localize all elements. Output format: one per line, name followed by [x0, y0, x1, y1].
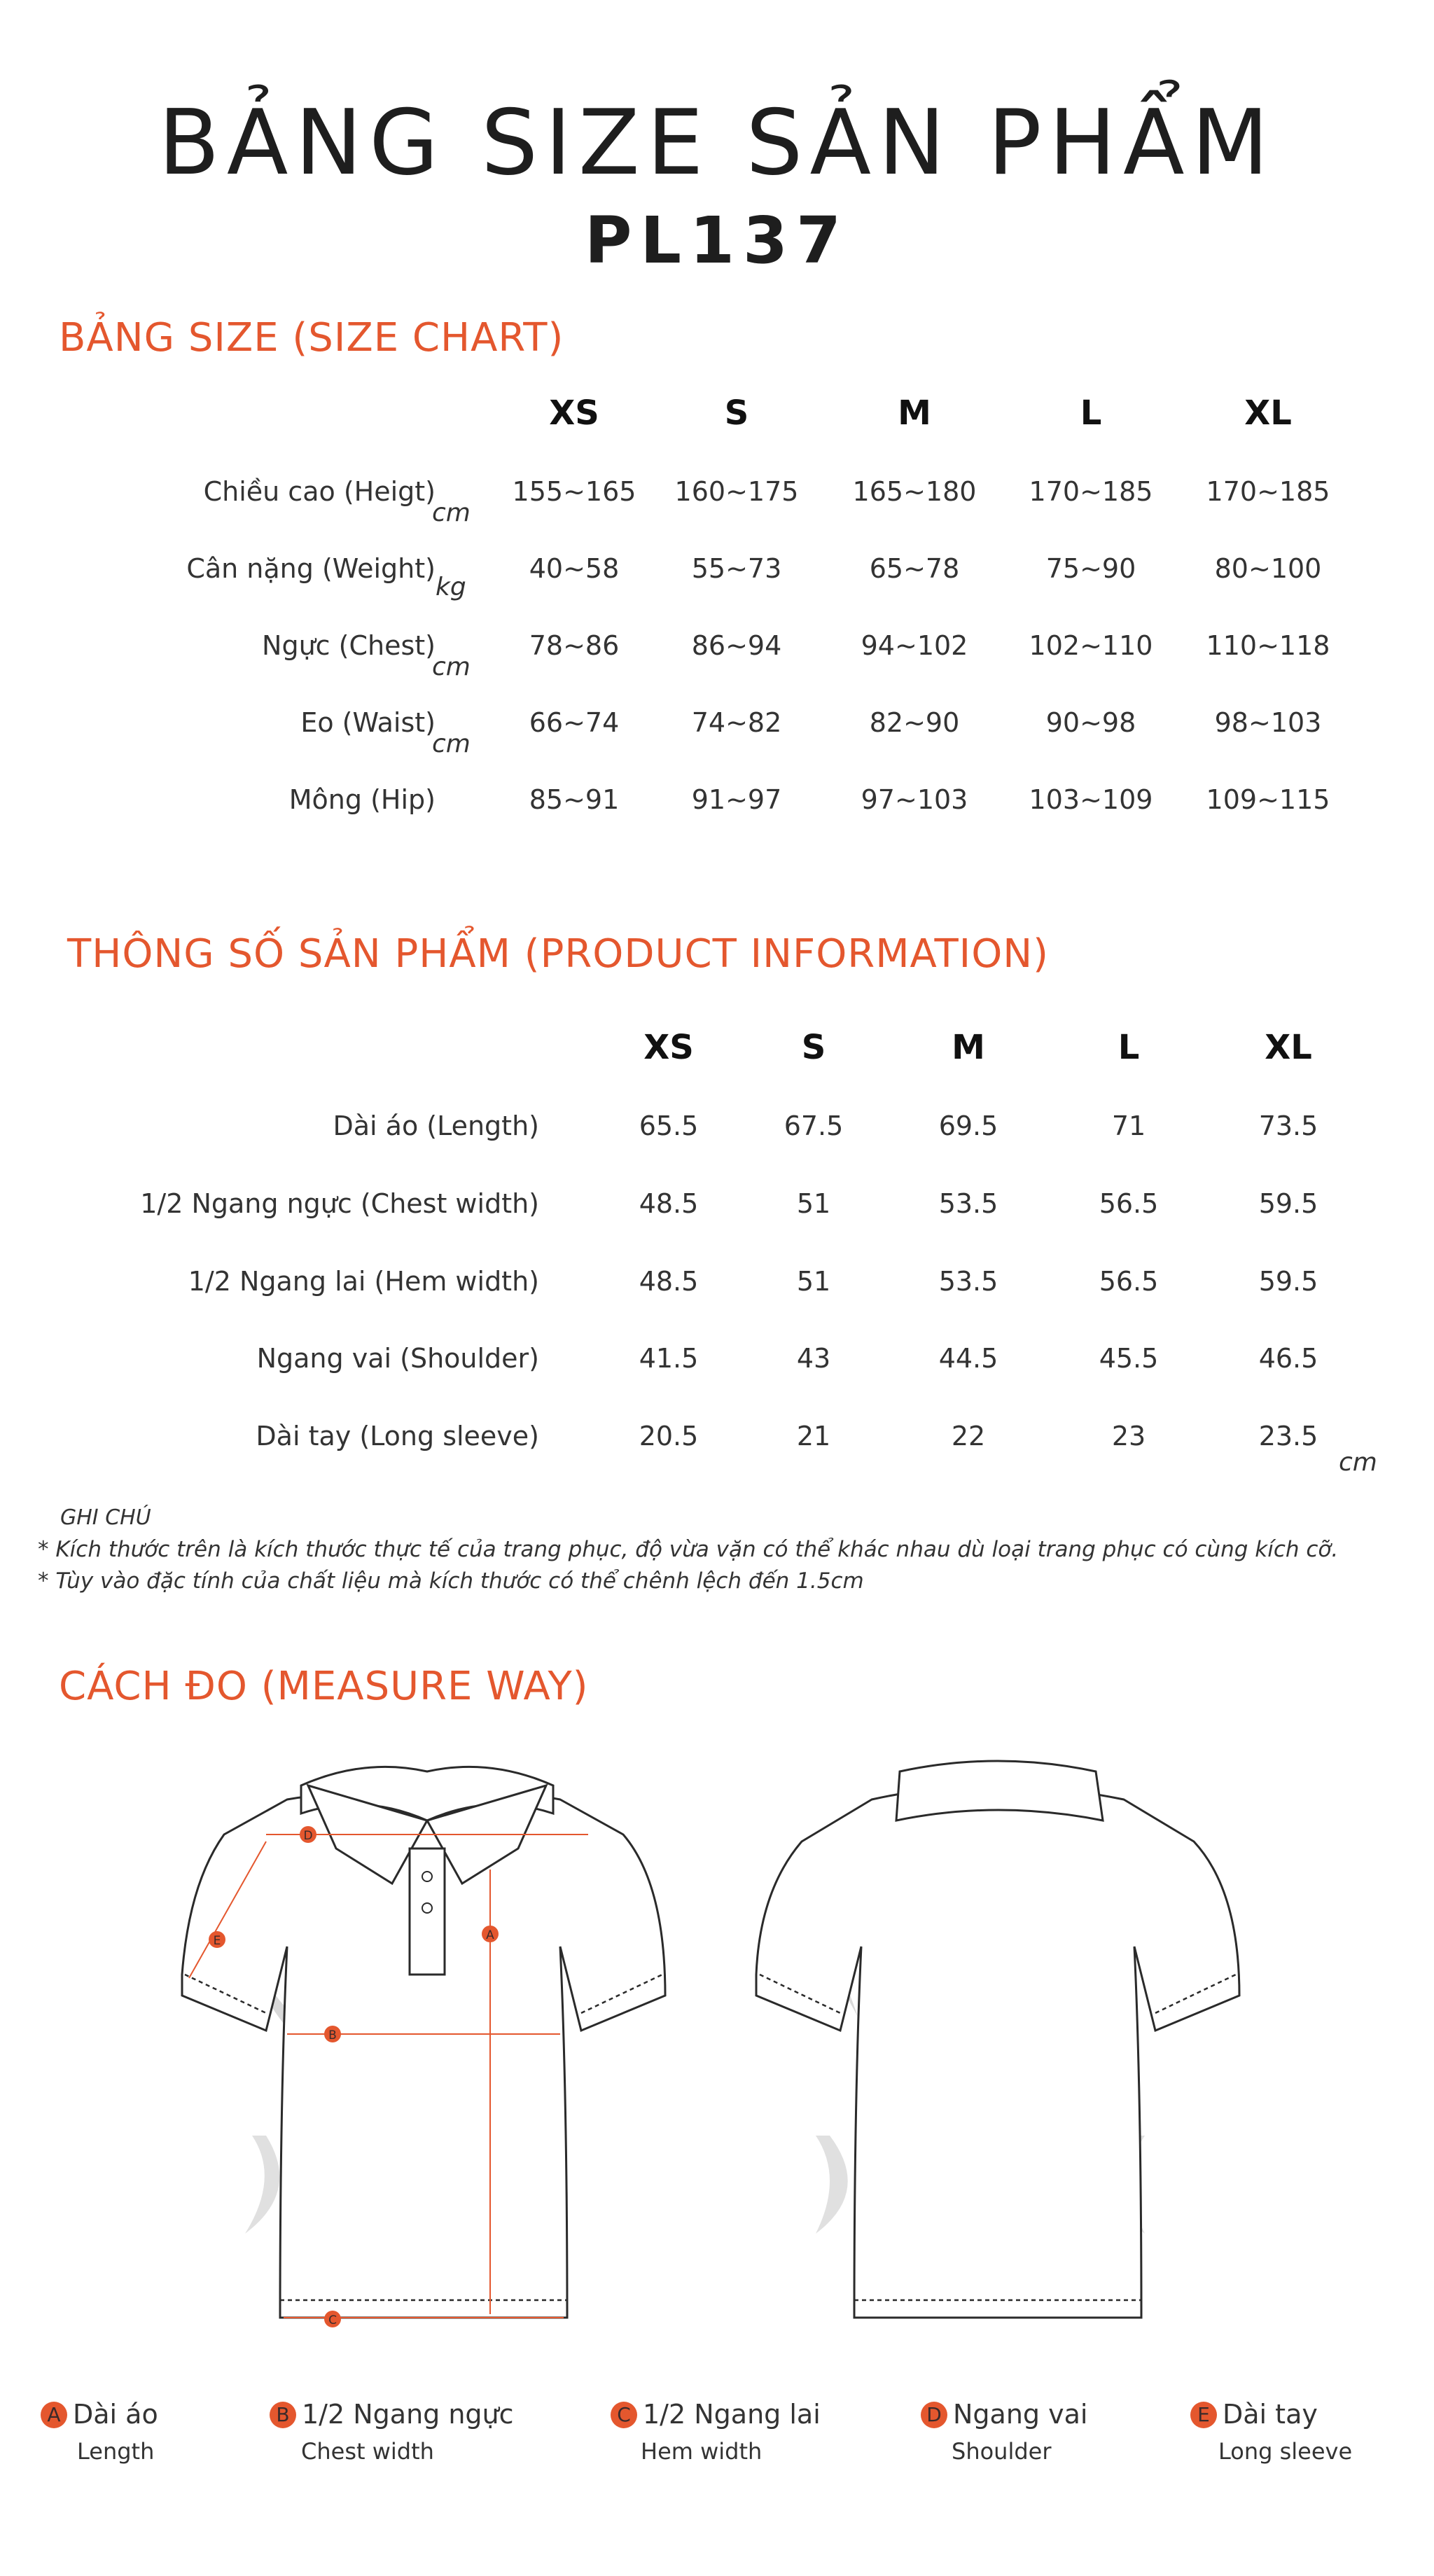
legend-title: Dài tay — [1223, 2399, 1318, 2430]
product-cell: 22 — [951, 1421, 986, 1451]
size-cell: 74~82 — [691, 707, 782, 738]
size-row-unit: cm — [432, 499, 471, 527]
size-cell: 86~94 — [691, 630, 782, 661]
product-head-m: M — [952, 1028, 985, 1067]
product-cell: 41.5 — [639, 1343, 699, 1374]
product-row-label: 1/2 Ngang ngực (Chest width) — [140, 1188, 539, 1219]
size-cell: 155~165 — [512, 476, 636, 507]
size-cell: 170~185 — [1029, 476, 1153, 507]
size-cell: 82~90 — [869, 707, 960, 738]
product-cell: 51 — [796, 1266, 831, 1297]
size-cell: 78~86 — [529, 630, 620, 661]
size-cell: 109~115 — [1206, 784, 1330, 815]
product-head-xl: XL — [1265, 1028, 1312, 1067]
legend-title: 1/2 Ngang lai — [643, 2399, 821, 2430]
size-cell: 110~118 — [1206, 630, 1330, 661]
back-shirt-illustration — [725, 1743, 1285, 2346]
size-row-label: Chiều cao (Heigt) — [203, 476, 436, 507]
legend-subtitle: Chest width — [301, 2438, 434, 2465]
product-cell: 69.5 — [938, 1111, 998, 1141]
product-cell: 23.5 — [1258, 1421, 1318, 1451]
size-chart-head-xs: XS — [549, 394, 599, 433]
legend-title: Dài áo — [73, 2399, 158, 2430]
marker-c-label: C — [328, 2313, 337, 2327]
legend-d-icon: D — [921, 2402, 947, 2428]
size-cell: 98~103 — [1214, 707, 1322, 738]
size-cell: 102~110 — [1029, 630, 1153, 661]
size-cell: 103~109 — [1029, 784, 1153, 815]
legend-subtitle: Length — [77, 2438, 155, 2465]
product-cell: 59.5 — [1258, 1188, 1318, 1219]
size-cell: 90~98 — [1045, 707, 1136, 738]
product-cell: 51 — [796, 1188, 831, 1219]
size-cell: 91~97 — [691, 784, 782, 815]
page-title: BẢNG SIZE SẢN PHẨM — [158, 91, 1276, 195]
product-cell: 53.5 — [938, 1188, 998, 1219]
placket — [410, 1849, 445, 1975]
product-cell: 65.5 — [639, 1111, 699, 1141]
product-cell: 23 — [1111, 1421, 1146, 1451]
product-info-title: THÔNG SỐ SẢN PHẨM (PRODUCT INFORMATION) — [67, 931, 1050, 977]
size-cell: 80~100 — [1214, 553, 1322, 584]
size-cell: 85~91 — [529, 784, 620, 815]
legend-subtitle: Shoulder — [952, 2438, 1052, 2465]
product-cell: 56.5 — [1099, 1188, 1159, 1219]
product-row-label: 1/2 Ngang lai (Hem width) — [188, 1266, 539, 1297]
product-code: PL137 — [584, 203, 850, 278]
size-cell: 160~175 — [674, 476, 799, 507]
product-cell: 43 — [796, 1343, 831, 1374]
legend-subtitle: Hem width — [641, 2438, 763, 2465]
size-chart-title: BẢNG SIZE (SIZE CHART) — [59, 315, 564, 361]
size-row-label: Cân nặng (Weight) — [186, 553, 436, 584]
size-chart-head-xl: XL — [1244, 394, 1292, 433]
product-cell: 59.5 — [1258, 1266, 1318, 1297]
size-cell: 66~74 — [529, 707, 620, 738]
product-unit: cm — [1339, 1448, 1377, 1477]
product-cell: 45.5 — [1099, 1343, 1159, 1374]
product-cell: 20.5 — [639, 1421, 699, 1451]
legend-e-icon: E — [1190, 2402, 1217, 2428]
size-row-unit: cm — [432, 730, 471, 758]
shadow-shape — [816, 2136, 848, 2234]
product-cell: 48.5 — [639, 1188, 699, 1219]
marker-e-label: E — [213, 1934, 221, 1948]
size-cell: 165~180 — [852, 476, 977, 507]
size-cell: 170~185 — [1206, 476, 1330, 507]
marker-b-label: B — [328, 2028, 337, 2042]
size-cell: 94~102 — [861, 630, 968, 661]
front-shirt-illustration — [161, 1743, 721, 2346]
size-cell: 65~78 — [869, 553, 960, 584]
size-chart-head-l: L — [1080, 394, 1102, 433]
product-row-label: Dài tay (Long sleeve) — [256, 1421, 539, 1451]
marker-d-label: D — [303, 1829, 313, 1843]
size-chart-head-s: S — [724, 394, 749, 433]
shadow-shape — [245, 2136, 279, 2234]
product-cell: 21 — [796, 1421, 831, 1451]
product-head-xs: XS — [643, 1028, 694, 1067]
legend-b-icon: B — [270, 2402, 296, 2428]
product-cell: 56.5 — [1099, 1266, 1159, 1297]
size-row-unit: kg — [436, 573, 466, 601]
product-cell: 46.5 — [1258, 1343, 1318, 1374]
product-row-label: Dài áo (Length) — [333, 1111, 539, 1141]
size-row-label: Eo (Waist) — [300, 707, 436, 738]
size-cell: 40~58 — [529, 553, 620, 584]
legend-subtitle: Long sleeve — [1218, 2438, 1353, 2465]
product-head-s: S — [801, 1028, 826, 1067]
size-cell: 55~73 — [691, 553, 782, 584]
measure-title: CÁCH ĐO (MEASURE WAY) — [59, 1664, 589, 1709]
product-cell: 48.5 — [639, 1266, 699, 1297]
notes-heading: GHI CHÚ — [60, 1505, 151, 1530]
size-cell: 75~90 — [1045, 553, 1136, 584]
legend-c-icon: C — [611, 2402, 637, 2428]
notes-line: * Tùy vào đặc tính của chất liệu mà kích thước có thể chênh lệch đến 1.5cm — [38, 1568, 864, 1594]
size-chart-head-m: M — [898, 394, 931, 433]
product-cell: 73.5 — [1258, 1111, 1318, 1141]
legend-a-icon: A — [41, 2402, 67, 2428]
product-cell: 67.5 — [784, 1111, 844, 1141]
marker-a-label: A — [486, 1928, 494, 1942]
product-head-l: L — [1118, 1028, 1140, 1067]
legend-title: Ngang vai — [953, 2399, 1088, 2430]
size-cell: 97~103 — [861, 784, 968, 815]
product-cell: 44.5 — [938, 1343, 998, 1374]
size-row-unit: cm — [432, 653, 471, 681]
size-row-label: Ngực (Chest) — [262, 630, 436, 661]
product-cell: 71 — [1111, 1111, 1146, 1141]
notes-line: * Kích thước trên là kích thước thực tế của trang phục, độ vừa vặn có thể khác nhau dù loại trang phục có cùng kích cỡ. — [38, 1537, 1339, 1562]
shirt-body-outline — [756, 1785, 1239, 2318]
product-row-label: Ngang vai (Shoulder) — [256, 1343, 539, 1374]
legend-title: 1/2 Ngang ngực — [302, 2399, 514, 2430]
product-cell: 53.5 — [938, 1266, 998, 1297]
size-row-label: Mông (Hip) — [288, 784, 436, 815]
